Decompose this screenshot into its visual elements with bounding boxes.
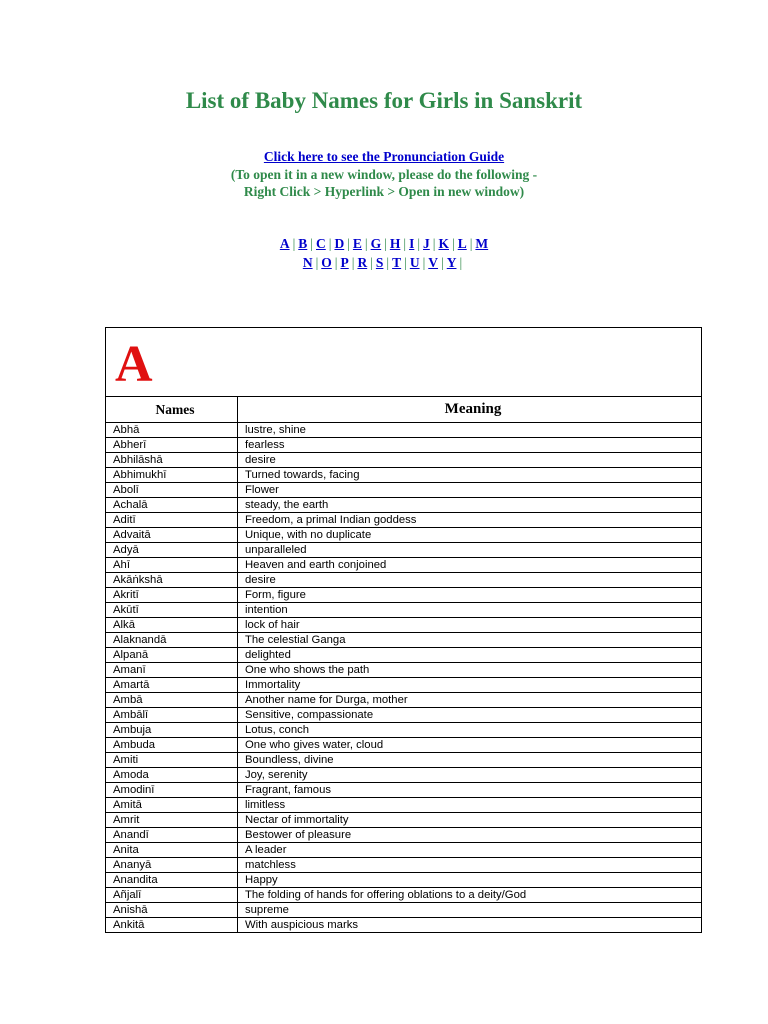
- guide-note-line2: Right Click > Hyperlink > Open in new window): [243, 184, 525, 199]
- name-cell: Añjalī: [106, 888, 238, 903]
- table-row: [106, 903, 702, 918]
- meaning-cell: Joy, serenity: [238, 768, 702, 783]
- name-cell: Amiti: [106, 753, 238, 768]
- column-header-names: Names: [106, 397, 238, 423]
- alphabet-link-n[interactable]: N: [302, 255, 313, 270]
- alphabet-separator: |: [364, 236, 368, 251]
- meaning-cell: limitless: [238, 798, 702, 813]
- meaning-cell: Lotus, conch: [238, 723, 702, 738]
- alphabet-link-h[interactable]: H: [389, 236, 401, 251]
- table-row: [106, 588, 702, 603]
- table-row: [106, 498, 702, 513]
- meaning-cell: A leader: [238, 843, 702, 858]
- alphabet-separator: |: [292, 236, 296, 251]
- alphabet-link-e[interactable]: E: [352, 236, 362, 251]
- table-row: [106, 708, 702, 723]
- name-cell: Anandita: [106, 873, 238, 888]
- table-row: [106, 438, 702, 453]
- name-cell: Ankitā: [106, 918, 238, 933]
- table-row: [106, 768, 702, 783]
- column-header-meaning: Meaning: [238, 397, 702, 423]
- table-row: [106, 888, 702, 903]
- name-cell: Anita: [106, 843, 238, 858]
- alphabet-separator: |: [422, 255, 426, 270]
- meaning-cell: Form, figure: [238, 588, 702, 603]
- name-cell: Akritī: [106, 588, 238, 603]
- alphabet-separator: |: [452, 236, 455, 251]
- meaning-cell: fearless: [238, 438, 702, 453]
- meaning-cell: With auspicious marks: [238, 918, 702, 933]
- name-cell: Alaknandā: [106, 633, 238, 648]
- alphabet-link-d[interactable]: D: [334, 236, 345, 251]
- table-row: [106, 663, 702, 678]
- pronunciation-guide-link[interactable]: Click here to see the Pronunciation Guide: [263, 149, 505, 164]
- table-row: [106, 813, 702, 828]
- alphabet-link-y[interactable]: Y: [446, 255, 457, 270]
- name-cell: Ambā: [106, 693, 238, 708]
- alphabet-link-u[interactable]: U: [409, 255, 420, 270]
- name-cell: Adyā: [106, 543, 238, 558]
- name-cell: Achalā: [106, 498, 238, 513]
- name-cell: Amodinī: [106, 783, 238, 798]
- alphabet-separator: |: [370, 255, 373, 270]
- alphabet-link-i[interactable]: I: [409, 236, 415, 251]
- meaning-cell: Boundless, divine: [238, 753, 702, 768]
- meaning-cell: Happy: [238, 873, 702, 888]
- table-row: [106, 543, 702, 558]
- meaning-cell: steady, the earth: [238, 498, 702, 513]
- name-cell: Amrit: [106, 813, 238, 828]
- alphabet-link-p[interactable]: P: [340, 255, 349, 270]
- meaning-cell: desire: [238, 453, 702, 468]
- name-cell: Amartā: [106, 678, 238, 693]
- table-row: [106, 573, 702, 588]
- alphabet-separator: |: [469, 236, 473, 251]
- meaning-cell: Freedom, a primal Indian goddess: [238, 513, 702, 528]
- pronunciation-guide-block: [0, 148, 768, 201]
- alphabet-link-m[interactable]: M: [475, 236, 489, 251]
- alphabet-separator: |: [310, 236, 313, 251]
- name-cell: Abolī: [106, 483, 238, 498]
- table-row: [106, 873, 702, 888]
- meaning-cell: The folding of hands for offering oblations to a deity/God: [238, 888, 702, 903]
- meaning-cell: Immortality: [238, 678, 702, 693]
- alphabet-index: [0, 234, 768, 272]
- alphabet-link-v[interactable]: V: [428, 255, 439, 270]
- name-cell: Amitā: [106, 798, 238, 813]
- name-cell: Akāṅkshā: [106, 573, 238, 588]
- alphabet-separator: |: [334, 255, 338, 270]
- meaning-cell: intention: [238, 603, 702, 618]
- table-row: [106, 468, 702, 483]
- name-cell: Alpanā: [106, 648, 238, 663]
- guide-note-line1: (To open it in a new window, please do the following -: [230, 166, 538, 182]
- name-cell: Anandī: [106, 828, 238, 843]
- name-cell: Ahī: [106, 558, 238, 573]
- meaning-cell: unparalleled: [238, 543, 702, 558]
- alphabet-link-l[interactable]: L: [457, 236, 467, 251]
- alphabet-separator: |: [347, 236, 350, 251]
- name-cell: Alkā: [106, 618, 238, 633]
- table-row: [106, 678, 702, 693]
- table-row: [106, 723, 702, 738]
- names-table: [105, 327, 702, 933]
- name-cell: Ambuda: [106, 738, 238, 753]
- alphabet-row-2: [0, 253, 768, 272]
- table-row: [106, 648, 702, 663]
- alphabet-link-a[interactable]: A: [279, 236, 290, 251]
- table-row: [106, 753, 702, 768]
- table-row: [106, 453, 702, 468]
- meaning-cell: matchless: [238, 858, 702, 873]
- alphabet-link-t[interactable]: T: [392, 255, 402, 270]
- alphabet-link-s[interactable]: S: [375, 255, 384, 270]
- table-row: [106, 558, 702, 573]
- alphabet-link-o[interactable]: O: [321, 255, 332, 270]
- meaning-cell: One who gives water, cloud: [238, 738, 702, 753]
- alphabet-separator: |: [328, 236, 332, 251]
- table-row: [106, 528, 702, 543]
- alphabet-separator: |: [432, 236, 436, 251]
- alphabet-link-c[interactable]: C: [316, 236, 326, 251]
- name-cell: Amoda: [106, 768, 238, 783]
- table-row: [106, 603, 702, 618]
- alphabet-link-r[interactable]: R: [357, 255, 368, 270]
- name-cell: Ambālī: [106, 708, 238, 723]
- name-cell: Ambuja: [106, 723, 238, 738]
- meaning-cell: desire: [238, 573, 702, 588]
- alphabet-separator: |: [386, 255, 390, 270]
- alphabet-link-b[interactable]: B: [298, 236, 308, 251]
- meaning-cell: lock of hair: [238, 618, 702, 633]
- alphabet-separator: |: [417, 236, 421, 251]
- table-row: [106, 423, 702, 438]
- meaning-cell: Nectar of immortality: [238, 813, 702, 828]
- alphabet-separator: |: [403, 236, 407, 251]
- table-row: [106, 483, 702, 498]
- table-row: [106, 633, 702, 648]
- table-row: [106, 738, 702, 753]
- name-cell: Abhimukhī: [106, 468, 238, 483]
- alphabet-separator: |: [315, 255, 319, 270]
- name-cell: Abhā: [106, 423, 238, 438]
- table-row: [106, 618, 702, 633]
- name-cell: Akūtī: [106, 603, 238, 618]
- alphabet-separator: |: [441, 255, 444, 270]
- alphabet-row-1: [0, 234, 768, 253]
- alphabet-link-k[interactable]: K: [438, 236, 449, 251]
- section-letter-row: [106, 328, 702, 397]
- alphabet-link-j[interactable]: J: [423, 236, 430, 251]
- meaning-cell: lustre, shine: [238, 423, 702, 438]
- table-row: [106, 693, 702, 708]
- page-title: List of Baby Names for Girls in Sanskrit: [185, 88, 583, 113]
- meaning-cell: Fragrant, famous: [238, 783, 702, 798]
- alphabet-separator: |: [384, 236, 387, 251]
- section-letter: A: [115, 336, 153, 393]
- name-cell: Advaitā: [106, 528, 238, 543]
- table-row: [106, 798, 702, 813]
- meaning-cell: supreme: [238, 903, 702, 918]
- table-row: [106, 783, 702, 798]
- meaning-cell: delighted: [238, 648, 702, 663]
- alphabet-separator: |: [404, 255, 407, 270]
- table-row: [106, 858, 702, 873]
- name-cell: Aditī: [106, 513, 238, 528]
- alphabet-link-g[interactable]: G: [370, 236, 382, 251]
- name-cell: Amanī: [106, 663, 238, 678]
- meaning-cell: Flower: [238, 483, 702, 498]
- alphabet-separator: |: [459, 255, 463, 270]
- meaning-cell: Turned towards, facing: [238, 468, 702, 483]
- alphabet-separator: |: [351, 255, 355, 270]
- name-cell: Abherī: [106, 438, 238, 453]
- meaning-cell: One who shows the path: [238, 663, 702, 678]
- meaning-cell: The celestial Ganga: [238, 633, 702, 648]
- meaning-cell: Heaven and earth conjoined: [238, 558, 702, 573]
- table-header-row: [106, 397, 702, 423]
- meaning-cell: Another name for Durga, mother: [238, 693, 702, 708]
- name-cell: Ananyā: [106, 858, 238, 873]
- table-row: [106, 843, 702, 858]
- meaning-cell: Sensitive, compassionate: [238, 708, 702, 723]
- table-row: [106, 918, 702, 933]
- table-row: [106, 828, 702, 843]
- name-cell: Anishā: [106, 903, 238, 918]
- meaning-cell: Bestower of pleasure: [238, 828, 702, 843]
- section-letter-cell: [106, 328, 702, 397]
- name-cell: Abhilāshā: [106, 453, 238, 468]
- meaning-cell: Unique, with no duplicate: [238, 528, 702, 543]
- table-row: [106, 513, 702, 528]
